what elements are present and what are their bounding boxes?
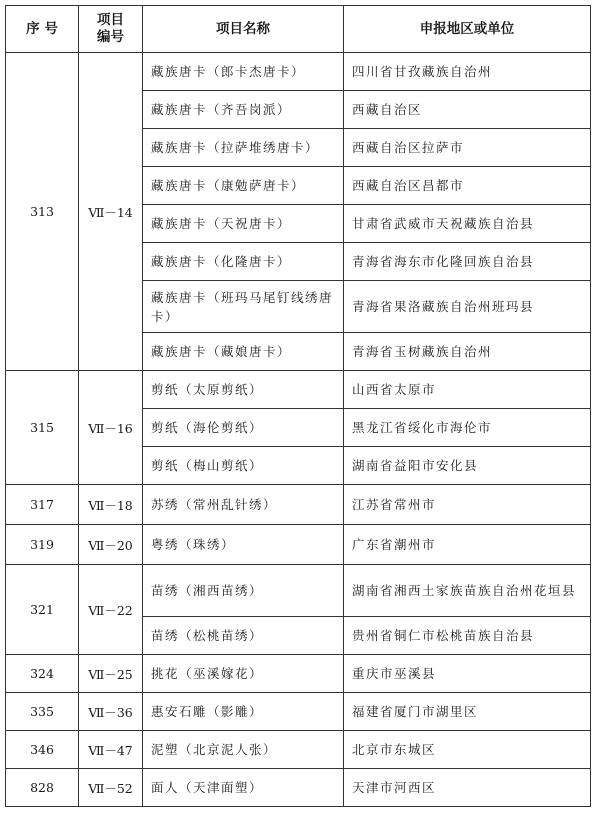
project-code-cell: Ⅶ－52	[79, 769, 143, 807]
project-name-cell: 藏族唐卡（化隆唐卡）	[143, 243, 344, 281]
applicant-region-cell: 贵州省铜仁市松桃苗族自治县	[344, 617, 591, 655]
header-row	[6, 6, 591, 53]
project-name-cell: 粤绣（珠绣）	[143, 525, 344, 565]
applicant-region-cell: 甘肃省武威市天祝藏族自治县	[344, 205, 591, 243]
applicant-region-cell: 江苏省常州市	[344, 485, 591, 525]
header-name: 项目名称	[143, 6, 344, 53]
header-code	[79, 6, 143, 53]
applicant-region-cell: 湖南省湘西土家族苗族自治州花垣县	[344, 565, 591, 617]
project-name-cell: 面人（天津面塑）	[143, 769, 344, 807]
heritage-projects-table	[5, 5, 591, 807]
project-name-cell: 藏族唐卡（天祝唐卡）	[143, 205, 344, 243]
header-seq: 序 号	[6, 6, 79, 53]
table-row	[6, 731, 591, 769]
header-code-line2: 编号	[97, 29, 124, 45]
project-code-cell: Ⅶ－25	[79, 655, 143, 693]
table-row	[6, 655, 591, 693]
applicant-region-cell: 青海省果洛藏族自治州班玛县	[344, 281, 591, 333]
project-code-cell: Ⅶ－18	[79, 485, 143, 525]
seq-cell: 828	[6, 769, 79, 807]
applicant-region-cell: 福建省厦门市湖里区	[344, 693, 591, 731]
table-row	[6, 769, 591, 807]
applicant-region-cell: 黑龙江省绥化市海伦市	[344, 409, 591, 447]
seq-cell: 319	[6, 525, 79, 565]
project-name-cell: 藏族唐卡（藏娘唐卡）	[143, 333, 344, 371]
header-unit: 申报地区或单位	[344, 6, 591, 53]
project-name-cell: 藏族唐卡（康勉萨唐卡）	[143, 167, 344, 205]
table-row	[6, 53, 591, 91]
project-name-cell: 藏族唐卡（郎卡杰唐卡）	[143, 53, 344, 91]
seq-cell: 346	[6, 731, 79, 769]
applicant-region-cell: 西藏自治区	[344, 91, 591, 129]
applicant-region-cell: 重庆市巫溪县	[344, 655, 591, 693]
project-name-cell: 挑花（巫溪嫁花）	[143, 655, 344, 693]
project-name-cell: 藏族唐卡（拉萨堆绣唐卡）	[143, 129, 344, 167]
project-code-cell: Ⅶ－22	[79, 565, 143, 655]
project-name-cell: 藏族唐卡（齐吾岗派）	[143, 91, 344, 129]
project-code-cell: Ⅶ－14	[79, 53, 143, 371]
applicant-region-cell: 湖南省益阳市安化县	[344, 447, 591, 485]
project-code-cell: Ⅶ－20	[79, 525, 143, 565]
project-code-cell: Ⅶ－36	[79, 693, 143, 731]
project-name-cell: 泥塑（北京泥人张）	[143, 731, 344, 769]
seq-cell: 313	[6, 53, 79, 371]
project-name-cell: 剪纸（梅山剪纸）	[143, 447, 344, 485]
table-row	[6, 371, 591, 409]
applicant-region-cell: 西藏自治区昌都市	[344, 167, 591, 205]
table-row	[6, 485, 591, 525]
header-code-line1: 项目	[97, 12, 124, 28]
project-name-cell: 苏绣（常州乱针绣）	[143, 485, 344, 525]
seq-cell: 321	[6, 565, 79, 655]
project-name-cell: 惠安石雕（影雕）	[143, 693, 344, 731]
seq-cell: 317	[6, 485, 79, 525]
seq-cell: 324	[6, 655, 79, 693]
applicant-region-cell: 天津市河西区	[344, 769, 591, 807]
applicant-region-cell: 青海省海东市化隆回族自治县	[344, 243, 591, 281]
project-name-cell: 剪纸（太原剪纸）	[143, 371, 344, 409]
table-row	[6, 525, 591, 565]
table-row	[6, 565, 591, 617]
project-name-cell: 苗绣（松桃苗绣）	[143, 617, 344, 655]
applicant-region-cell: 广东省潮州市	[344, 525, 591, 565]
applicant-region-cell: 西藏自治区拉萨市	[344, 129, 591, 167]
project-name-cell: 藏族唐卡（班玛马尾钉线绣唐卡）	[143, 281, 344, 333]
project-name-cell: 苗绣（湘西苗绣）	[143, 565, 344, 617]
table-row	[6, 693, 591, 731]
applicant-region-cell: 青海省玉树藏族自治州	[344, 333, 591, 371]
seq-cell: 335	[6, 693, 79, 731]
project-name-cell: 剪纸（海伦剪纸）	[143, 409, 344, 447]
seq-cell: 315	[6, 371, 79, 485]
project-code-cell: Ⅶ－16	[79, 371, 143, 485]
table-body	[6, 53, 591, 807]
applicant-region-cell: 山西省太原市	[344, 371, 591, 409]
project-code-cell: Ⅶ－47	[79, 731, 143, 769]
applicant-region-cell: 四川省甘孜藏族自治州	[344, 53, 591, 91]
applicant-region-cell: 北京市东城区	[344, 731, 591, 769]
